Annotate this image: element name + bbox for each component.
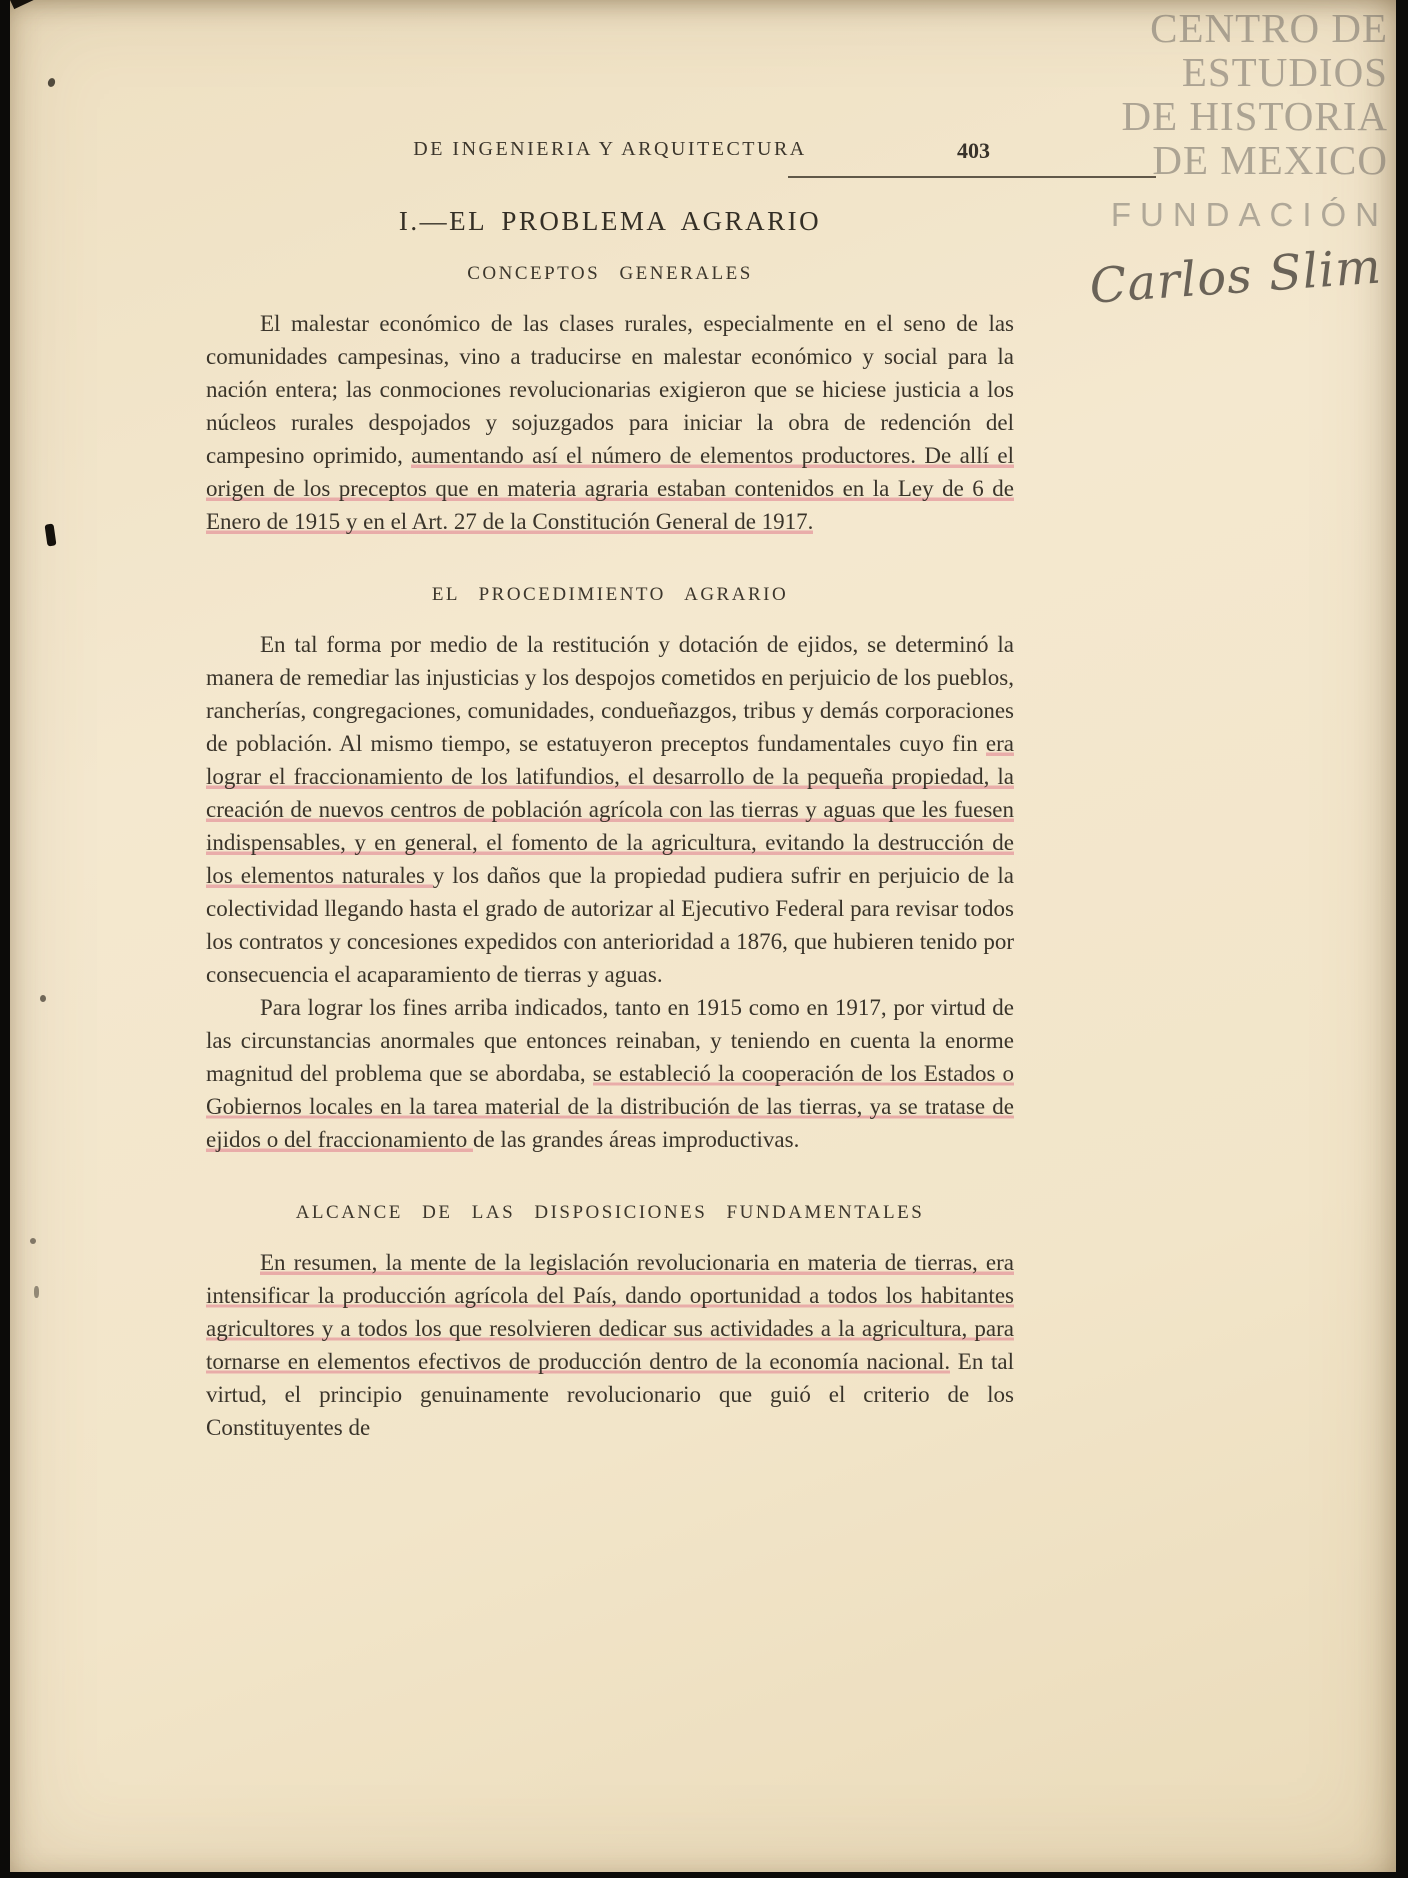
scan-artifact: [10, 0, 40, 9]
scan-artifact: [47, 77, 57, 88]
carlos-slim-signature: Carlos Slim: [1088, 238, 1384, 315]
text-run: y los daños que la propiedad pudiera sufrir en perjuicio de la colectividad llegando hasta el grado de autorizar al Ejecutivo Federal para revisar todos los contratos y concesiones expedidos con anterioridad a 1876, que hubieren tenido por consecuencia el acaparamiento de tierras y aguas.: [206, 863, 1014, 987]
page-number: 403: [957, 138, 990, 163]
underlined-text-run: se estableció la cooperación de los Estados o Gobiernos locales en la tarea material de la distribución de las tierras, ya se tratase de ejidos o del fraccionamiento: [206, 1061, 1014, 1152]
watermark-line: DE HISTORIA: [1121, 93, 1388, 139]
scan-artifact: [30, 1238, 36, 1244]
text-run: Para lograr los fines arriba indicados, tanto en 1915 como en 1917, por virtud de las circunstancias anormales que entonces reinaban, y teniendo en cuenta la enorme magnitud del problema que se abordaba,: [206, 995, 1014, 1086]
text-run: de las grandes áreas improductivas.: [472, 1127, 800, 1152]
underlined-text-run: aumentando así el número de elementos productores. De allí el origen de los preceptos que en materia agraria estaban contenidos en la Ley de 6 de Enero de 1915 y en el Art. 27 de la Constitución General de 1917.: [206, 443, 1015, 534]
section-heading-procedimiento-agrario: EL PROCEDIMIENTO AGRARIO: [431, 584, 789, 605]
section-heading-alcance-disposiciones: ALCANCE DE LAS DISPOSICIONES FUNDAMENTALES: [295, 1202, 925, 1223]
watermark-line: DE MEXICO: [1152, 137, 1388, 183]
library-watermark: [1088, 5, 1388, 315]
watermark-line: ESTUDIOS: [1181, 49, 1388, 95]
section-heading-conceptos-generales: CONCEPTOS GENERALES: [467, 263, 753, 284]
text-run: En tal forma por medio de la restitución y dotación de ejidos, se determinó la manera de remediar las injusticias y los despojos cometidos en perjuicio de los pueblos, rancherías, congregaciones, comunidades, condueñazgos, tribus y demás corporaciones de población. Al mismo tiempo, se estatuyeron preceptos fundamentales cuyo fin: [206, 632, 1014, 756]
document-title: I.—EL PROBLEMA AGRARIO: [398, 206, 822, 236]
underlined-text-run: era lograr el fraccionamiento de los latifundios, el desarrollo de la pequeña propiedad, la creación de nuevos centros de población agrícola con las tierras y aguas que les fuesen indispensables, y en general, el fomento de la agricultura, evitando la destrucción de los elementos naturales: [206, 731, 1014, 888]
paragraph: [206, 991, 1014, 1156]
paragraph: [206, 307, 1014, 538]
watermark-foundation-label: FUNDACIÓN: [1110, 196, 1388, 233]
text-run: El malestar económico de las clases rurales, especialmente en el seno de las comunidades campesinas, vino a traducirse en malestar económico y social para la nación entera; las conmociones revolucionarias exigieron que se hiciese justicia a los núcleos rurales despojados y sojuzgados para iniciar la obra de redención del campesino oprimido,: [206, 311, 1014, 468]
scan-artifact: [40, 995, 46, 1002]
page-header: [206, 138, 1014, 170]
scanned-page: [10, 0, 1396, 1872]
running-title: DE INGENIERIA Y ARQUITECTURA: [413, 138, 807, 160]
paragraph: [206, 1246, 1014, 1444]
paragraph: [206, 628, 1014, 991]
scan-artifact: [34, 1286, 39, 1298]
text-column: [206, 0, 1014, 1444]
underlined-text-run: En resumen, la mente de la legislación revolucionaria en materia de tierras, era intensificar la producción agrícola del País, dando oportunidad a todos los habitantes agricultores y a todos los que resolvieren dedicar sus actividades a la agricultura, para tornarse en elementos efectivos de producción dentro de la economía nacional.: [206, 1250, 1014, 1374]
scan-artifact: [45, 523, 57, 546]
text-run: En tal virtud, el principio genuinamente revolucionario que guió el criterio de los Constituyentes de: [206, 1349, 1014, 1440]
watermark-line: CENTRO DE: [1150, 5, 1388, 51]
